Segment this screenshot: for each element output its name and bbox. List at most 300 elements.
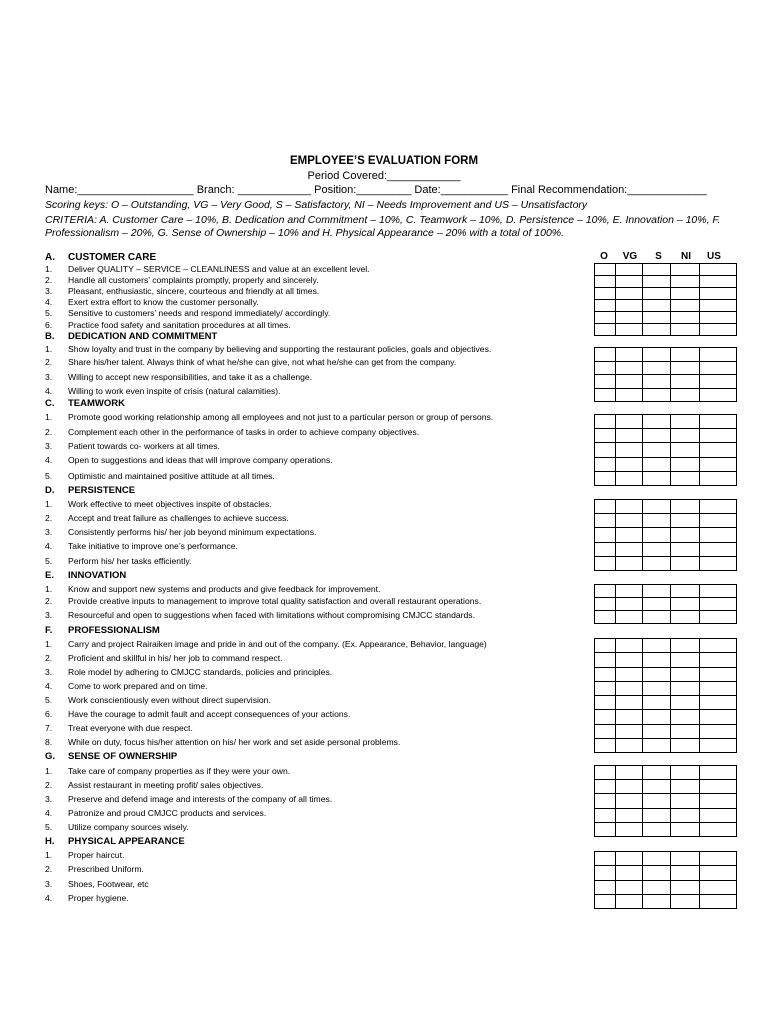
rating-row: [595, 388, 737, 402]
rating-cell-s[interactable]: [643, 388, 671, 402]
rating-row: [595, 542, 737, 556]
rating-cell-us[interactable]: [700, 894, 737, 908]
rating-cell-ni[interactable]: [671, 653, 700, 667]
rating-cell-o[interactable]: [595, 696, 616, 710]
rating-cell-s[interactable]: [643, 696, 671, 710]
item-number: 4.: [45, 893, 53, 903]
criterion-text: Take initiative to improve one’s performance.: [68, 541, 238, 551]
rating-cell-o[interactable]: [595, 852, 616, 866]
rating-cell-us[interactable]: [700, 443, 737, 457]
rating-cell-o[interactable]: [595, 653, 616, 667]
rating-cell-vg[interactable]: [616, 264, 643, 276]
rating-cell-s[interactable]: [643, 264, 671, 276]
rating-cell-vg[interactable]: [616, 514, 643, 528]
criterion-text: Promote good working relationship among all employees and not just to a particular person or group of persons.: [68, 412, 494, 422]
item-number: 4.: [45, 455, 53, 465]
rating-cell-o[interactable]: [595, 457, 616, 471]
rating-cell-s[interactable]: [643, 766, 671, 780]
rating-row: [595, 894, 737, 908]
rating-cell-us[interactable]: [700, 696, 737, 710]
item-number: 5.: [45, 695, 53, 705]
rating-cell-s[interactable]: [643, 361, 671, 375]
rating-cell-ni[interactable]: [671, 724, 700, 738]
rating-cell-s[interactable]: [643, 429, 671, 443]
item-number: 7.: [45, 723, 53, 733]
rating-cell-s[interactable]: [643, 780, 671, 794]
rating-cell-ni[interactable]: [671, 457, 700, 471]
rating-row: [595, 822, 737, 836]
rating-grid: [594, 584, 737, 624]
rating-cell-us[interactable]: [700, 667, 737, 681]
rating-row: [595, 866, 737, 880]
rating-cell-us[interactable]: [700, 288, 737, 300]
section-letter: C.: [45, 398, 55, 409]
rating-cell-us[interactable]: [700, 388, 737, 402]
rating-cell-o[interactable]: [595, 288, 616, 300]
rating-cell-vg[interactable]: [616, 611, 643, 624]
item-number: 1.: [45, 412, 53, 422]
rating-row: [595, 415, 737, 429]
rating-cell-vg[interactable]: [616, 696, 643, 710]
rating-cell-ni[interactable]: [671, 500, 700, 514]
rating-row: [595, 324, 737, 336]
rating-cell-ni[interactable]: [671, 880, 700, 894]
rating-cell-vg[interactable]: [616, 822, 643, 836]
rating-cell-o[interactable]: [595, 738, 616, 752]
rating-cell-s[interactable]: [643, 880, 671, 894]
rating-cell-vg[interactable]: [616, 710, 643, 724]
item-number: 2.: [45, 275, 53, 285]
rating-cell-ni[interactable]: [671, 710, 700, 724]
rating-cell-us[interactable]: [700, 471, 737, 485]
rating-cell-vg[interactable]: [616, 443, 643, 457]
rating-cell-s[interactable]: [643, 667, 671, 681]
rating-cell-o[interactable]: [595, 500, 616, 514]
rating-cell-vg[interactable]: [616, 288, 643, 300]
col-header-o: O: [600, 251, 608, 262]
item-number: 2.: [45, 653, 53, 663]
rating-cell-ni[interactable]: [671, 276, 700, 288]
rating-cell-s[interactable]: [643, 894, 671, 908]
rating-cell-s[interactable]: [643, 808, 671, 822]
rating-cell-vg[interactable]: [616, 780, 643, 794]
rating-cell-s[interactable]: [643, 653, 671, 667]
rating-cell-o[interactable]: [595, 276, 616, 288]
rating-cell-o[interactable]: [595, 710, 616, 724]
rating-cell-o[interactable]: [595, 324, 616, 336]
rating-row: [595, 312, 737, 324]
rating-cell-s[interactable]: [643, 794, 671, 808]
rating-cell-vg[interactable]: [616, 542, 643, 556]
criterion-text: Work conscientiously even without direct supervision.: [68, 695, 271, 705]
rating-cell-vg[interactable]: [616, 766, 643, 780]
rating-cell-ni[interactable]: [671, 288, 700, 300]
rating-cell-o[interactable]: [595, 542, 616, 556]
rating-cell-vg[interactable]: [616, 500, 643, 514]
rating-cell-s[interactable]: [643, 710, 671, 724]
rating-cell-vg[interactable]: [616, 348, 643, 362]
rating-cell-vg[interactable]: [616, 388, 643, 402]
rating-cell-us[interactable]: [700, 300, 737, 312]
rating-cell-o[interactable]: [595, 681, 616, 695]
rating-cell-us[interactable]: [700, 794, 737, 808]
section-letter: F.: [45, 625, 53, 636]
rating-cell-s[interactable]: [643, 724, 671, 738]
rating-cell-vg[interactable]: [616, 471, 643, 485]
rating-cell-vg[interactable]: [616, 429, 643, 443]
rating-cell-s[interactable]: [643, 471, 671, 485]
criterion-text: Come to work prepared and on time.: [68, 681, 208, 691]
rating-cell-us[interactable]: [700, 766, 737, 780]
item-number: 4.: [45, 808, 53, 818]
section-letter: D.: [45, 485, 55, 496]
rating-cell-ni[interactable]: [671, 780, 700, 794]
rating-cell-vg[interactable]: [616, 375, 643, 389]
rating-cell-vg[interactable]: [616, 300, 643, 312]
rating-cell-us[interactable]: [700, 710, 737, 724]
rating-cell-ni[interactable]: [671, 556, 700, 570]
rating-cell-ni[interactable]: [671, 415, 700, 429]
rating-cell-s[interactable]: [643, 822, 671, 836]
section-title: SENSE OF OWNERSHIP: [68, 751, 178, 762]
rating-cell-o[interactable]: [595, 639, 616, 653]
rating-cell-ni[interactable]: [671, 681, 700, 695]
rating-cell-o[interactable]: [595, 415, 616, 429]
rating-cell-o[interactable]: [595, 528, 616, 542]
rating-cell-vg[interactable]: [616, 457, 643, 471]
rating-cell-vg[interactable]: [616, 598, 643, 611]
rating-row: [595, 710, 737, 724]
criterion-text: Provide creative inputs to management to improve total quality satisfaction and overall restaurant operations.: [68, 596, 482, 606]
rating-grid: [594, 414, 737, 486]
item-number: 2.: [45, 513, 53, 523]
criterion-text: Proper haircut.: [68, 850, 125, 860]
criterion-text: Willing to accept new responsibilities, and take it as a challenge.: [68, 372, 313, 382]
rating-cell-ni[interactable]: [671, 808, 700, 822]
rating-cell-vg[interactable]: [616, 415, 643, 429]
rating-cell-s[interactable]: [643, 681, 671, 695]
rating-cell-ni[interactable]: [671, 585, 700, 598]
rating-row: [595, 653, 737, 667]
rating-cell-o[interactable]: [595, 429, 616, 443]
rating-cell-s[interactable]: [643, 852, 671, 866]
item-number: 1.: [45, 584, 53, 594]
item-number: 1.: [45, 639, 53, 649]
criterion-text: Prescribed Uniform.: [68, 864, 144, 874]
rating-cell-ni[interactable]: [671, 794, 700, 808]
rating-cell-ni[interactable]: [671, 866, 700, 880]
item-number: 4.: [45, 541, 53, 551]
rating-cell-o[interactable]: [595, 361, 616, 375]
rating-cell-us[interactable]: [700, 852, 737, 866]
rating-row: [595, 611, 737, 624]
criterion-text: Show loyalty and trust in the company by believing and supporting the restaurant policies, goals and objectives.: [68, 344, 492, 354]
criterion-text: Assist restaurant in meeting profit/ sales objectives.: [68, 780, 264, 790]
rating-cell-o[interactable]: [595, 780, 616, 794]
rating-cell-ni[interactable]: [671, 598, 700, 611]
criterion-text: Patronize and proud CMJCC products and services.: [68, 808, 267, 818]
rating-cell-s[interactable]: [643, 866, 671, 880]
rating-cell-us[interactable]: [700, 528, 737, 542]
rating-grid: [594, 638, 737, 753]
rating-cell-vg[interactable]: [616, 852, 643, 866]
rating-cell-s[interactable]: [643, 611, 671, 624]
item-number: 2.: [45, 864, 53, 874]
criterion-text: While on duty, focus his/her attention on his/ her work and set aside personal problems.: [68, 737, 401, 747]
rating-cell-us[interactable]: [700, 681, 737, 695]
period-covered-field[interactable]: Period Covered:____________: [307, 170, 461, 182]
rating-grid: [594, 263, 737, 336]
rating-cell-s[interactable]: [643, 528, 671, 542]
rating-cell-us[interactable]: [700, 276, 737, 288]
rating-cell-ni[interactable]: [671, 667, 700, 681]
rating-cell-us[interactable]: [700, 880, 737, 894]
criterion-text: Have the courage to admit fault and accept consequences of your actions.: [68, 709, 351, 719]
rating-cell-ni[interactable]: [671, 696, 700, 710]
criterion-text: Pleasant, enthusiastic, sincere, courteous and friendly at all times.: [68, 286, 320, 296]
rating-row: [595, 598, 737, 611]
rating-row: [595, 738, 737, 752]
rating-cell-s[interactable]: [643, 375, 671, 389]
rating-cell-o[interactable]: [595, 443, 616, 457]
rating-cell-o[interactable]: [595, 794, 616, 808]
rating-cell-ni[interactable]: [671, 471, 700, 485]
item-number: 2.: [45, 357, 53, 367]
rating-cell-o[interactable]: [595, 880, 616, 894]
rating-cell-vg[interactable]: [616, 639, 643, 653]
rating-cell-vg[interactable]: [616, 866, 643, 880]
rating-cell-ni[interactable]: [671, 542, 700, 556]
item-number: 4.: [45, 297, 53, 307]
rating-cell-ni[interactable]: [671, 361, 700, 375]
rating-cell-vg[interactable]: [616, 681, 643, 695]
rating-row: [595, 852, 737, 866]
rating-cell-us[interactable]: [700, 415, 737, 429]
rating-cell-ni[interactable]: [671, 639, 700, 653]
section-title: PERSISTENCE: [68, 485, 136, 496]
rating-cell-vg[interactable]: [616, 276, 643, 288]
section-title: CUSTOMER CARE: [68, 252, 157, 263]
rating-cell-o[interactable]: [595, 471, 616, 485]
form-title: EMPLOYEE’S EVALUATION FORM: [289, 155, 479, 167]
criteria-text: CRITERIA: A. Customer Care – 10%, B. Dedication and Commitment – 10%, C. Teamwork – 10%, D. Persistence – 10%, E. Innovation – 10%, F. Professionalism – 20%, G. Sense of Ownership – 10% and H. Physical Appearance – 20% with a total of 100%.: [45, 214, 721, 239]
rating-cell-vg[interactable]: [616, 653, 643, 667]
criterion-text: Role model by adhering to CMJCC standards, policies and principles.: [68, 667, 333, 677]
rating-cell-s[interactable]: [643, 542, 671, 556]
rating-row: [595, 264, 737, 276]
criterion-text: Consistently performs his/ her job beyond minimum expectations.: [68, 527, 317, 537]
rating-cell-s[interactable]: [643, 324, 671, 336]
rating-cell-s[interactable]: [643, 585, 671, 598]
rating-cell-us[interactable]: [700, 556, 737, 570]
rating-cell-o[interactable]: [595, 312, 616, 324]
rating-cell-ni[interactable]: [671, 348, 700, 362]
rating-cell-vg[interactable]: [616, 808, 643, 822]
rating-cell-vg[interactable]: [616, 880, 643, 894]
rating-row: [595, 585, 737, 598]
rating-cell-o[interactable]: [595, 866, 616, 880]
rating-row: [595, 667, 737, 681]
rating-cell-o[interactable]: [595, 611, 616, 624]
employee-info-line[interactable]: Name:___________________ Branch: ____________ Position:_________ Date:___________ Final Recommendation:_____________: [45, 184, 707, 196]
section-title: PROFESSIONALISM: [68, 625, 160, 636]
rating-cell-vg[interactable]: [616, 667, 643, 681]
item-number: 3.: [45, 441, 53, 451]
criterion-text: Practice food safety and sanitation procedures at all times.: [68, 320, 291, 330]
rating-cell-o[interactable]: [595, 264, 616, 276]
rating-cell-us[interactable]: [700, 500, 737, 514]
section-title: TEAMWORK: [68, 398, 125, 409]
rating-cell-s[interactable]: [643, 288, 671, 300]
criterion-text: Perform his/ her tasks efficiently.: [68, 556, 192, 566]
rating-cell-us[interactable]: [700, 822, 737, 836]
item-number: 5.: [45, 556, 53, 566]
col-header-ni: NI: [681, 251, 691, 262]
rating-cell-s[interactable]: [643, 556, 671, 570]
rating-cell-o[interactable]: [595, 598, 616, 611]
rating-cell-o[interactable]: [595, 514, 616, 528]
rating-cell-ni[interactable]: [671, 375, 700, 389]
criterion-text: Work effective to meet objectives inspite of obstacles.: [68, 499, 272, 509]
criterion-text: Proper hygiene.: [68, 893, 129, 903]
rating-cell-vg[interactable]: [616, 312, 643, 324]
rating-cell-us[interactable]: [700, 598, 737, 611]
rating-row: [595, 375, 737, 389]
rating-cell-us[interactable]: [700, 324, 737, 336]
rating-cell-ni[interactable]: [671, 738, 700, 752]
rating-cell-us[interactable]: [700, 312, 737, 324]
criterion-text: Treat everyone with due respect.: [68, 723, 193, 733]
rating-cell-o[interactable]: [595, 375, 616, 389]
rating-cell-o[interactable]: [595, 766, 616, 780]
rating-cell-s[interactable]: [643, 348, 671, 362]
rating-cell-ni[interactable]: [671, 514, 700, 528]
rating-cell-vg[interactable]: [616, 528, 643, 542]
rating-cell-o[interactable]: [595, 388, 616, 402]
rating-cell-us[interactable]: [700, 611, 737, 624]
rating-cell-s[interactable]: [643, 415, 671, 429]
rating-row: [595, 556, 737, 570]
rating-cell-us[interactable]: [700, 653, 737, 667]
rating-cell-us[interactable]: [700, 514, 737, 528]
rating-cell-s[interactable]: [643, 500, 671, 514]
rating-cell-us[interactable]: [700, 375, 737, 389]
item-number: 2.: [45, 427, 53, 437]
rating-cell-s[interactable]: [643, 457, 671, 471]
rating-cell-vg[interactable]: [616, 585, 643, 598]
item-number: 4.: [45, 386, 53, 396]
rating-cell-us[interactable]: [700, 639, 737, 653]
rating-row: [595, 348, 737, 362]
criterion-text: Share his/her talent. Always think of what he/she can give, not what he/she can get from the company.: [68, 357, 457, 367]
rating-grid: [594, 347, 737, 402]
rating-cell-us[interactable]: [700, 780, 737, 794]
section-letter: B.: [45, 331, 55, 342]
rating-cell-o[interactable]: [595, 822, 616, 836]
rating-row: [595, 429, 737, 443]
rating-row: [595, 696, 737, 710]
rating-cell-ni[interactable]: [671, 264, 700, 276]
rating-cell-ni[interactable]: [671, 611, 700, 624]
col-header-s: S: [655, 251, 662, 262]
rating-cell-us[interactable]: [700, 457, 737, 471]
rating-cell-o[interactable]: [595, 348, 616, 362]
rating-cell-o[interactable]: [595, 894, 616, 908]
rating-cell-us[interactable]: [700, 348, 737, 362]
rating-row: [595, 500, 737, 514]
rating-cell-us[interactable]: [700, 429, 737, 443]
rating-cell-vg[interactable]: [616, 738, 643, 752]
rating-row: [595, 443, 737, 457]
rating-cell-o[interactable]: [595, 808, 616, 822]
rating-row: [595, 880, 737, 894]
rating-cell-us[interactable]: [700, 542, 737, 556]
rating-cell-ni[interactable]: [671, 822, 700, 836]
rating-cell-s[interactable]: [643, 738, 671, 752]
item-number: 2.: [45, 780, 53, 790]
rating-cell-vg[interactable]: [616, 894, 643, 908]
criterion-text: Complement each other in the performance of tasks in order to achieve company objectives.: [68, 427, 420, 437]
rating-cell-us[interactable]: [700, 264, 737, 276]
rating-cell-ni[interactable]: [671, 324, 700, 336]
rating-cell-s[interactable]: [643, 443, 671, 457]
rating-cell-o[interactable]: [595, 300, 616, 312]
rating-cell-s[interactable]: [643, 276, 671, 288]
rating-cell-o[interactable]: [595, 667, 616, 681]
rating-cell-vg[interactable]: [616, 556, 643, 570]
rating-cell-s[interactable]: [643, 639, 671, 653]
rating-cell-ni[interactable]: [671, 528, 700, 542]
rating-cell-us[interactable]: [700, 585, 737, 598]
item-number: 1.: [45, 344, 53, 354]
rating-cell-us[interactable]: [700, 808, 737, 822]
criterion-text: Optimistic and maintained positive attitude at all times.: [68, 471, 275, 481]
rating-cell-ni[interactable]: [671, 312, 700, 324]
rating-cell-us[interactable]: [700, 724, 737, 738]
rating-cell-ni[interactable]: [671, 852, 700, 866]
rating-cell-o[interactable]: [595, 585, 616, 598]
rating-cell-ni[interactable]: [671, 429, 700, 443]
rating-cell-ni[interactable]: [671, 300, 700, 312]
rating-cell-vg[interactable]: [616, 324, 643, 336]
rating-cell-ni[interactable]: [671, 443, 700, 457]
item-number: 3.: [45, 610, 53, 620]
rating-cell-vg[interactable]: [616, 361, 643, 375]
rating-cell-o[interactable]: [595, 556, 616, 570]
rating-grid: [594, 765, 737, 837]
item-number: 4.: [45, 681, 53, 691]
rating-cell-ni[interactable]: [671, 894, 700, 908]
rating-cell-ni[interactable]: [671, 388, 700, 402]
rating-row: [595, 724, 737, 738]
rating-cell-us[interactable]: [700, 866, 737, 880]
rating-cell-s[interactable]: [643, 312, 671, 324]
criterion-text: Carry and project Rairaiken image and pride in and out of the company. (Ex. Appearance, Behavior, language): [68, 639, 487, 649]
rating-cell-us[interactable]: [700, 361, 737, 375]
rating-cell-vg[interactable]: [616, 724, 643, 738]
criterion-text: Shoes, Footwear, etc: [68, 879, 149, 889]
rating-cell-us[interactable]: [700, 738, 737, 752]
scoring-keys: Scoring keys: O – Outstanding, VG – Very Good, S – Satisfactory, NI – Needs Improvement and US – Unsatisfactory: [45, 199, 588, 211]
rating-row: [595, 361, 737, 375]
rating-cell-o[interactable]: [595, 724, 616, 738]
rating-cell-ni[interactable]: [671, 766, 700, 780]
rating-cell-s[interactable]: [643, 598, 671, 611]
rating-cell-s[interactable]: [643, 300, 671, 312]
rating-cell-s[interactable]: [643, 514, 671, 528]
rating-cell-vg[interactable]: [616, 794, 643, 808]
section-title: DEDICATION AND COMMITMENT: [68, 331, 218, 342]
